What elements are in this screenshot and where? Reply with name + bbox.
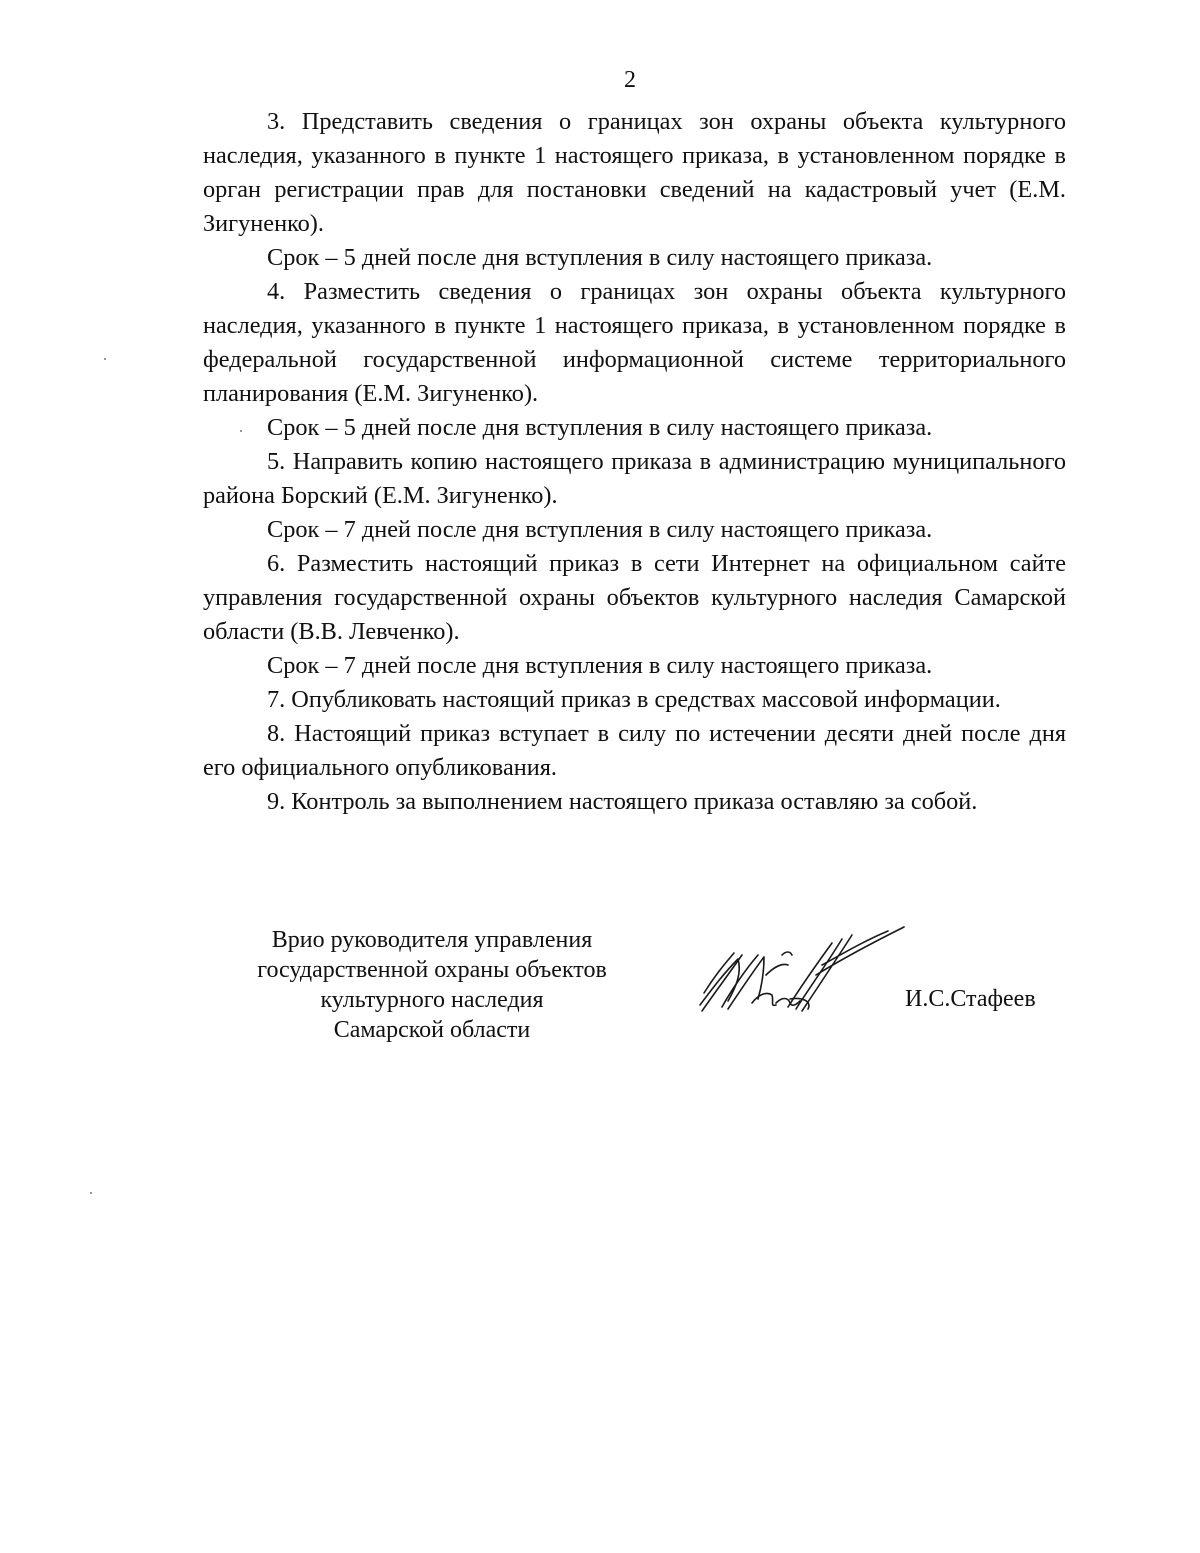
scan-dot xyxy=(104,358,106,360)
paragraph-item-4: 4. Разместить сведения о границах зон охраны объекта культурного наследия, указанного в пункте 1 настоящего приказа, в установленном порядке в федеральной государственной информационной системе территориального планирования (Е.М. Зигуненко). xyxy=(203,278,1066,407)
paragraph-item-3: 3. Представить сведения о границах зон охраны объекта культурного наследия, указанного в пункте 1 настоящего приказа, в установленном порядке в орган регистрации прав для постановки сведений на кадастровый учет (Е.М. Зигуненко). xyxy=(203,108,1066,237)
paragraph-item-7: 7. Опубликовать настоящий приказ в средствах массовой информации. xyxy=(267,686,1001,713)
scan-dot xyxy=(240,430,242,432)
deadline-item-6: Срок – 7 дней после дня вступления в силу настоящего приказа. xyxy=(267,652,933,679)
paragraph-item-5: 5. Направить копию настоящего приказа в администрацию муниципального района Борский (Е.М. Зигуненко). xyxy=(203,448,1066,509)
paragraph-item-8: 8. Настоящий приказ вступает в силу по истечении десяти дней после дня его официального опубликования. xyxy=(203,720,1066,781)
paragraph-item-6: 6. Разместить настоящий приказ в сети Интернет на официальном сайте управления государственной охраны объектов культурного наследия Самарской области (В.В. Левченко). xyxy=(203,550,1066,645)
document-body xyxy=(203,105,1066,819)
deadline-item-5: Срок – 7 дней после дня вступления в силу настоящего приказа. xyxy=(267,516,933,543)
signatory-position-line: Самарской области xyxy=(333,1017,531,1043)
deadline-item-4: Срок – 5 дней после дня вступления в силу настоящего приказа. xyxy=(267,414,933,441)
signatory-position-line: государственной охраны объектов xyxy=(257,957,607,983)
page-number: 2 xyxy=(624,67,636,93)
scan-dot xyxy=(90,1192,92,1194)
signatory-position-line: Врио руководителя управления xyxy=(271,927,593,953)
signer-name: И.С.Стафеев xyxy=(905,986,1036,1012)
signatory-position xyxy=(232,925,632,1045)
signatory-position-line: культурного наследия xyxy=(320,987,544,1013)
handwritten-signature xyxy=(692,915,912,1025)
paragraph-item-9: 9. Контроль за выполнением настоящего приказа оставляю за собой. xyxy=(267,788,978,815)
deadline-item-3: Срок – 5 дней после дня вступления в силу настоящего приказа. xyxy=(267,244,933,271)
